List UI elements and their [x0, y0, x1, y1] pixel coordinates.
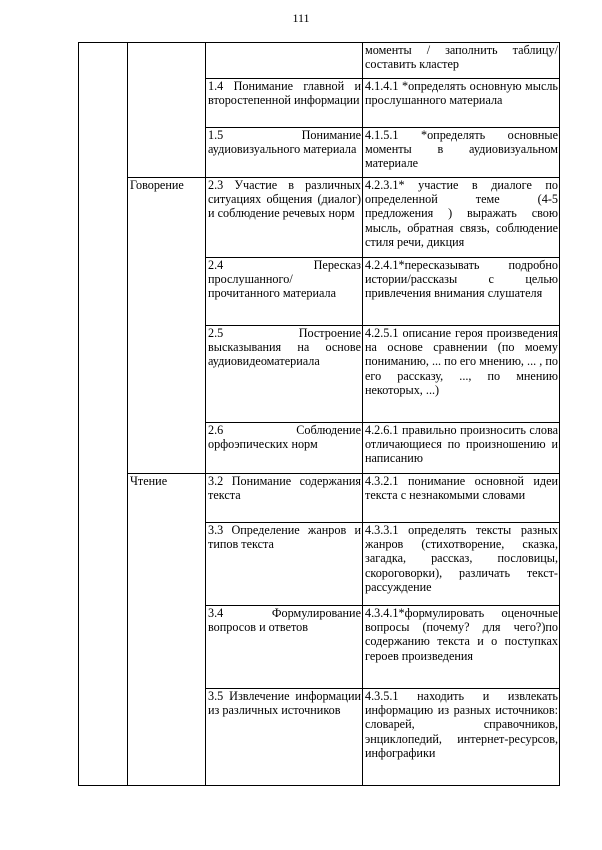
objective-cell: 4.2.4.1*пересказывать подробно истории/рассказы с целью привлечения внимания слушателя: [363, 258, 560, 326]
skill-cell: 3.4 Формулирование вопросов и ответов: [206, 606, 363, 689]
section-cell: [128, 43, 206, 178]
objective-cell: 4.1.4.1 *определять основную мысль прослушанного материала: [363, 79, 560, 128]
table-row: [79, 178, 560, 258]
section-cell: Чтение: [128, 474, 206, 786]
page-number: 111: [292, 11, 310, 25]
objective-cell: 4.1.5.1 *определять основные моменты в аудиовизуальном материале: [363, 128, 560, 178]
curriculum-table: [78, 42, 560, 786]
table-row: [79, 43, 560, 79]
objective-cell: моменты / заполнить таблицу/составить кластер: [363, 43, 560, 79]
skill-cell: 2.5 Построение высказывания на основе аудиовидеоматериала: [206, 326, 363, 423]
objective-cell: 4.3.2.1 понимание основной идеи текста с незнакомыми словами: [363, 474, 560, 523]
empty-first-column-cell: [79, 43, 128, 786]
objective-cell: 4.2.3.1* участие в диалоге по определенной теме (4-5 предложения ) выражать свою мысль, обратная связь, соблюдение стиля речи, дикция: [363, 178, 560, 258]
skill-cell: 3.3 Определение жанров и типов текста: [206, 523, 363, 606]
section-cell: Говорение: [128, 178, 206, 474]
skill-cell: 3.2 Понимание содержания текста: [206, 474, 363, 523]
table-row: [79, 474, 560, 523]
skill-cell: 2.6 Соблюдение орфоэпических норм: [206, 423, 363, 474]
objective-cell: 4.3.5.1 находить и извлекать информацию из разных источников: словарей, справочников, энциклопедий, интернет-ресурсов, инфографики: [363, 689, 560, 786]
skill-cell: 1.4 Понимание главной и второстепенной информации: [206, 79, 363, 128]
objective-cell: 4.3.3.1 определять тексты разных жанров (стихотворение, сказка, загадка, рассказ, пословицы, скороговорки), различать текст-рассуждение: [363, 523, 560, 606]
objective-cell: 4.2.6.1 правильно произносить слова отличающиеся по произношению и написанию: [363, 423, 560, 474]
skill-cell: 1.5 Понимание аудиовизуального материала: [206, 128, 363, 178]
skill-cell: [206, 43, 363, 79]
objective-cell: 4.2.5.1 описание героя произведения на основе сравнении (по моему пониманию, ... по его мнению, ... , по его рассказу, ..., по мнению некоторых, ...): [363, 326, 560, 423]
skill-cell: 3.5 Извлечение информации из различных источников: [206, 689, 363, 786]
objective-cell: 4.3.4.1*формулировать оценочные вопросы (почему? для чего?)по содержанию текста и о поступках героев произведения: [363, 606, 560, 689]
skill-cell: 2.3 Участие в различных ситуациях общения (диалог) и соблюдение речевых норм: [206, 178, 363, 258]
skill-cell: 2.4 Пересказ прослушанного/прочитанного материала: [206, 258, 363, 326]
